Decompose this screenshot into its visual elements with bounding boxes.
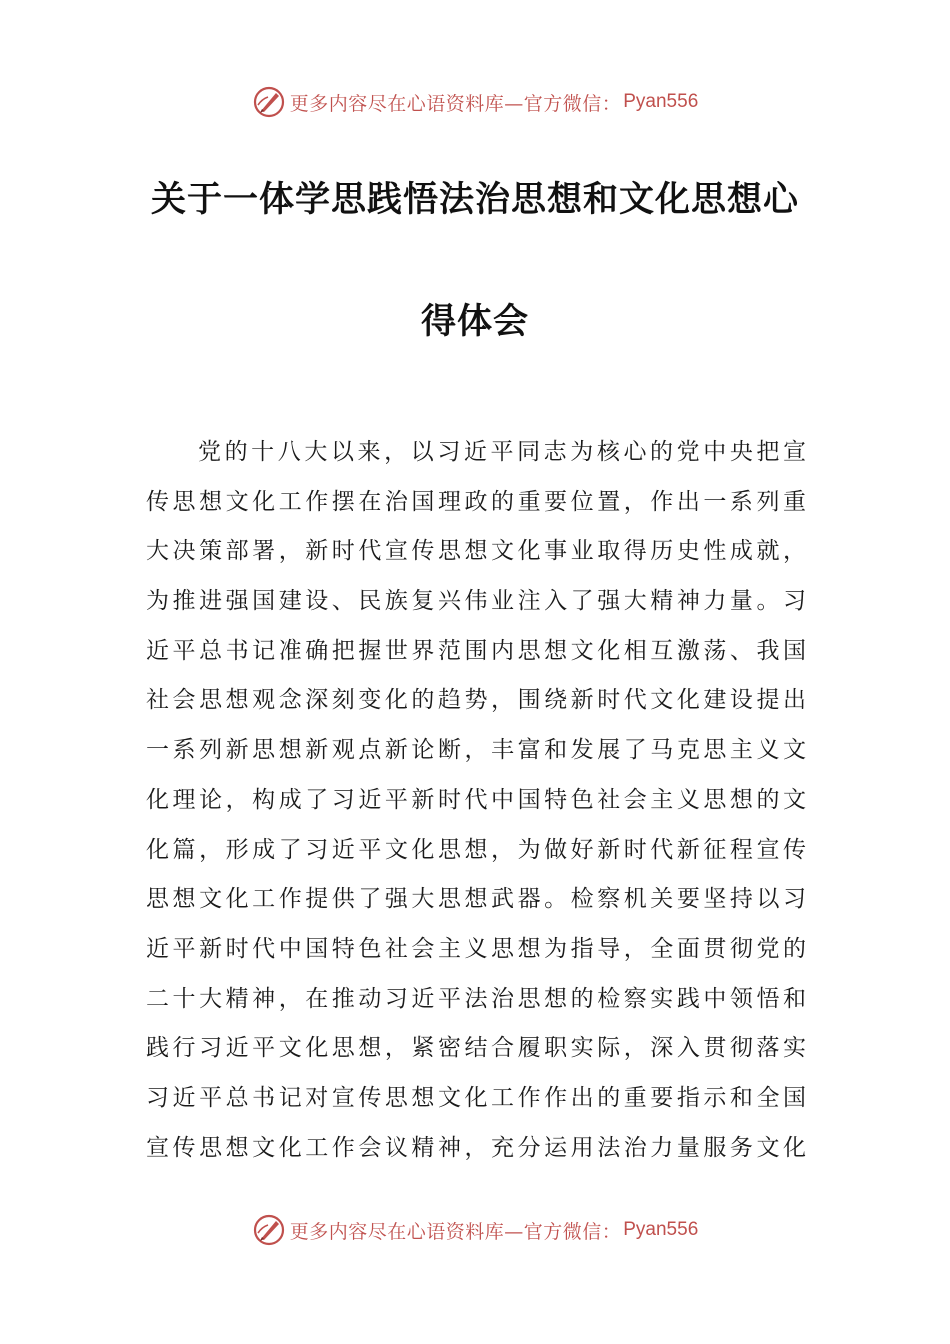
header-watermark-banner [0, 82, 950, 122]
paragraph-line: 一系列新思想新观点新论断，丰富和发展了马克思主义文 [146, 737, 806, 764]
document-title-line-1: 关于一体学思践悟法治思想和文化思想心 [150, 179, 799, 220]
paragraph-line: 习近平总书记对宣传思想文化工作作出的重要指示和全国 [146, 1084, 806, 1111]
paragraph-line: 社会思想观念深刻变化的趋势，围绕新时代文化建设提出 [146, 687, 806, 714]
paragraph-line: 传思想文化工作摆在治国理政的重要位置，作出一系列重 [146, 488, 806, 515]
paragraph-line: 化篇，形成了习近平文化思想，为做好新时代新征程宣传 [146, 836, 806, 863]
paragraph-line: 近平总书记准确把握世界范围内思想文化相互激荡、我国 [146, 637, 806, 664]
paragraph-line: 宣传思想文化工作会议精神，充分运用法治力量服务文化 [146, 1134, 806, 1161]
body-paragraph [146, 428, 806, 1173]
paragraph-line: 党的十八大以来，以习近平同志为核心的党中央把宣 [198, 439, 806, 465]
paragraph-line: 践行习近平文化思想，紧密结合履职实际，深入贯彻落实 [146, 1035, 806, 1062]
footer-watermark-banner [0, 1210, 950, 1250]
paragraph-line: 化理论，构成了习近平新时代中国特色社会主义思想的文 [146, 786, 806, 813]
paragraph-line: 为推进强国建设、民族复兴伟业注入了强大精神力量。习 [146, 588, 806, 615]
watermark-wechat-handle: Pyan556 [623, 91, 699, 112]
quill-pen-icon [252, 85, 286, 119]
paragraph-line: 近平新时代中国特色社会主义思想为指导，全面贯彻党的 [146, 935, 806, 962]
paragraph-line: 思想文化工作提供了强大思想武器。检察机关要坚持以习 [146, 886, 806, 913]
watermark-label: 更多内容尽在心语资料库—官方微信： [289, 1220, 622, 1243]
watermark-wechat-handle: Pyan556 [623, 1219, 699, 1240]
document-title-line-2: 得体会 [420, 301, 529, 342]
paragraph-line: 大决策部署，新时代宣传思想文化事业取得历史性成就， [146, 538, 806, 565]
watermark-label: 更多内容尽在心语资料库—官方微信： [289, 92, 622, 115]
paragraph-line: 二十大精神，在推动习近平法治思想的检察实践中领悟和 [146, 985, 806, 1012]
quill-pen-icon [252, 1213, 286, 1247]
